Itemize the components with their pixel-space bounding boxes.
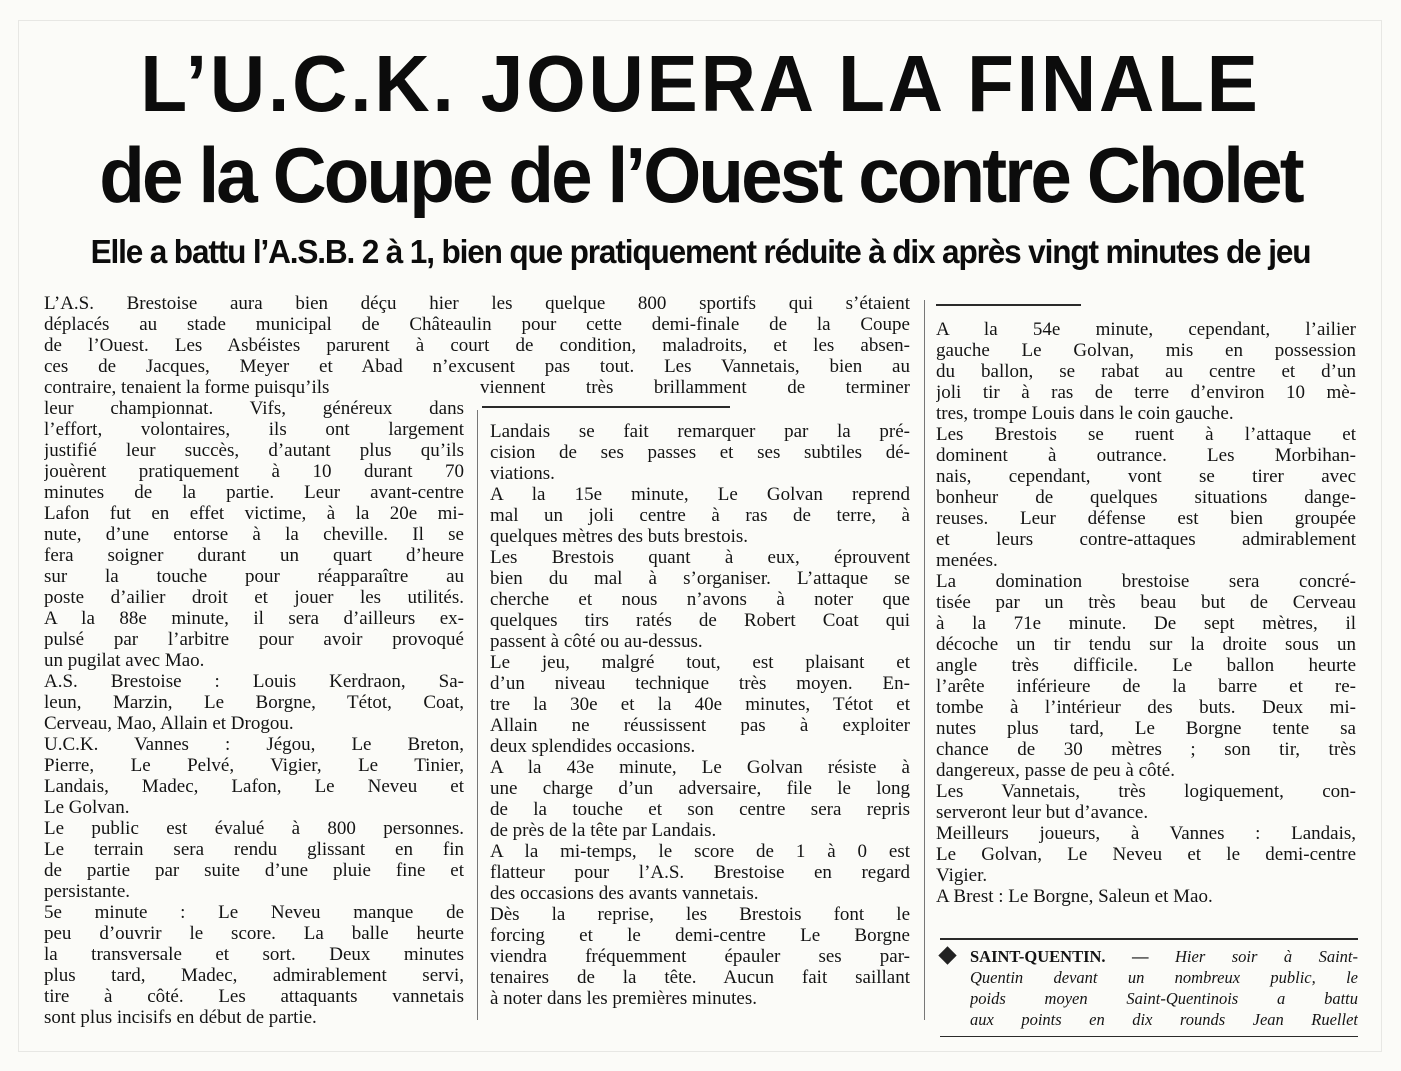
paragraph-line: viennent très brillamment de terminer xyxy=(480,377,910,398)
subheadline: Elle a battu l’A.S.B. 2 à 1, bien que pratiquement réduite à dix après vingt minutes de jeu xyxy=(90,233,1311,270)
paragraph-line: à noter dans les premières minutes. xyxy=(490,988,757,1009)
paragraph-line: tre la 30e et la 40e minutes, Tétot et xyxy=(490,694,910,715)
paragraph-line: à la 71e minute. De sept mètres, il xyxy=(936,613,1356,634)
paragraph-line: sont plus incisifs en début de partie. xyxy=(44,1007,317,1028)
headline-line-1: L’U.C.K. JOUERA LA FINALE xyxy=(140,39,1261,128)
paragraph-line: leur championnat. Vifs, généreux dans xyxy=(44,398,464,419)
column-1-separator xyxy=(477,410,478,1020)
brief-line: Quentin devant un nombreux public, le xyxy=(970,968,1358,987)
paragraph-line: poste d’ailier droit et jouer les utilités. xyxy=(44,587,464,608)
paragraph-line: reuses. Leur défense est bien groupée xyxy=(936,508,1356,529)
brief-top-rule xyxy=(940,938,1358,940)
paragraph-line: passent à côté ou au-dessus. xyxy=(490,631,703,652)
paragraph-line: Les Brestois quant à eux, éprouvent xyxy=(490,547,910,568)
paragraph-line: contraire, tenaient la forme puisqu’ils xyxy=(44,377,330,398)
paragraph-line: minutes de la partie. Leur avant-centre xyxy=(44,482,464,503)
news-brief-saint-quentin xyxy=(970,946,1358,1030)
paragraph-line: une charge d’un adversaire, file le long xyxy=(490,778,910,799)
paragraph-line: Cerveau, Mao, Allain et Drogou. xyxy=(44,713,294,734)
paragraph-line: 5e minute : Le Neveu manque de xyxy=(44,902,464,923)
paragraph-line: cision de ses passes et ses subtiles dé- xyxy=(490,442,910,463)
paragraph-line: Le Golvan, Le Neveu et le demi-centre xyxy=(936,844,1356,865)
paragraph-line: Vigier. xyxy=(936,865,988,886)
brief-dateline: SAINT-QUENTIN. — xyxy=(970,947,1149,966)
paragraph-line: nais, cependant, vont se tirer avec xyxy=(936,466,1356,487)
paragraph-line: tisée par un très beau but de Cerveau xyxy=(936,592,1356,613)
paragraph-line: A la 88e minute, il sera d’ailleurs ex- xyxy=(44,608,464,629)
paragraph-line: Pierre, Le Pelvé, Vigier, Le Tinier, xyxy=(44,755,464,776)
headline-line-2: de la Coupe de l’Ouest contre Cholet xyxy=(99,131,1302,219)
paragraph-line: déplacés au stade municipal de Châteaulin pour cette demi-finale de la Coupe xyxy=(44,314,910,335)
paragraph-line: A la 15e minute, Le Golvan reprend xyxy=(490,484,910,505)
brief-line xyxy=(970,946,1358,967)
paragraph-line: A la 43e minute, Le Golvan résiste à xyxy=(490,757,910,778)
paragraph-line: viendra fréquemment épauler ses par- xyxy=(490,946,910,967)
paragraph-line: de près de la tête par Landais. xyxy=(490,820,717,841)
paragraph-line: Le public est évalué à 800 personnes. xyxy=(44,818,464,839)
brief-text: Hier soir à Saint- xyxy=(1175,947,1358,966)
paragraph-line: Dès la reprise, les Brestois font le xyxy=(490,904,910,925)
paragraph-line: Le Golvan. xyxy=(44,797,130,818)
paragraph-line: tres, trompe Louis dans le coin gauche. xyxy=(936,403,1234,424)
paragraph-line: cherche et nous n’avons à noter que xyxy=(490,589,910,610)
paragraph-line: la transversale et sort. Deux minutes xyxy=(44,944,464,965)
paragraph-line: plus tard, Madec, admirablement servi, xyxy=(44,965,464,986)
paragraph-line: l’arête inférieure de la barre et re- xyxy=(936,676,1356,697)
paragraph-line: fera soigner durant un quart d’heure xyxy=(44,545,464,566)
article-column-2 xyxy=(490,421,910,1009)
paragraph-line: nutes plus tard, Le Borgne tente sa xyxy=(936,718,1356,739)
paragraph-line: et leurs contre-attaques admirablement xyxy=(936,529,1356,550)
paragraph-line: serveront leur but d’avance. xyxy=(936,802,1149,823)
brief-bottom-rule xyxy=(940,1036,1358,1037)
paragraph-line: gauche Le Golvan, mis en possession xyxy=(936,340,1356,361)
paragraph-line: viations. xyxy=(490,463,555,484)
paragraph-line: de partie par suite d’une pluie fine et xyxy=(44,860,464,881)
paragraph-line: L’A.S. Brestoise aura bien déçu hier les quelque 800 sportifs qui s’étaient xyxy=(44,293,910,314)
paragraph-line: ces de Jacques, Meyer et Abad n’excusent pas tout. Les Vannetais, bien au xyxy=(44,356,910,377)
paragraph-line: La domination brestoise sera concré- xyxy=(936,571,1356,592)
paragraph-line: Les Brestois se ruent à l’attaque et xyxy=(936,424,1356,445)
brief-line: aux points en dix rounds Jean Ruellet xyxy=(970,1010,1358,1029)
paragraph-line: des occasions des avants vannetais. xyxy=(490,883,759,904)
paragraph-line: A Brest : Le Borgne, Saleun et Mao. xyxy=(936,886,1213,907)
paragraph-line: tombe à l’intérieur des buts. Deux mi- xyxy=(936,697,1356,718)
paragraph-line: flatteur pour l’A.S. Brestoise en regard xyxy=(490,862,910,883)
article-column-3 xyxy=(936,319,1356,907)
paragraph-line: A.S. Brestoise : Louis Kerdraon, Sa- xyxy=(44,671,464,692)
paragraph-line: Meilleurs joueurs, à Vannes : Landais, xyxy=(936,823,1356,844)
column-2-top-rule xyxy=(482,406,730,408)
paragraph-line: nute, d’une entorse à la cheville. Il se xyxy=(44,524,464,545)
paragraph-line: quelques tirs ratés de Robert Coat qui xyxy=(490,610,910,631)
paragraph-line: persistante. xyxy=(44,881,131,902)
paragraph-line: Lafon fut en effet victime, à la 20e mi- xyxy=(44,503,464,524)
paragraph-line: A la 54e minute, cependant, l’ailier xyxy=(936,319,1356,340)
paragraph-line: angle très difficile. Le ballon heurte xyxy=(936,655,1356,676)
paragraph-line: pulsé par l’arbitre pour avoir provoqué xyxy=(44,629,464,650)
paragraph-line: décoche un tir tendu sur la droite sous un xyxy=(936,634,1356,655)
paragraph-line: joli tir à ras de terre d’environ 10 mè- xyxy=(936,382,1356,403)
paragraph-line: Les Vannetais, très logiquement, con- xyxy=(936,781,1356,802)
paragraph-line: forcing et le demi-centre Le Borgne xyxy=(490,925,910,946)
paragraph-line: Le jeu, malgré tout, est plaisant et xyxy=(490,652,910,673)
paragraph-line: peu d’ouvrir le score. La balle heurte xyxy=(44,923,464,944)
paragraph-line: du ballon, se rabat au centre et d’un xyxy=(936,361,1356,382)
column-3-top-rule xyxy=(936,304,1081,306)
brief-line: poids moyen Saint-Quentinois a battu xyxy=(970,989,1358,1008)
paragraph-line: tenaires de la tête. Aucun fait saillant xyxy=(490,967,910,988)
paragraph-line: bien du mal à s’organiser. L’attaque se xyxy=(490,568,910,589)
paragraph-line: A la mi-temps, le score de 1 à 0 est xyxy=(490,841,910,862)
paragraph-line: un pugilat avec Mao. xyxy=(44,650,205,671)
paragraph-line: justifié leur succès, d’autant plus qu’ils xyxy=(44,440,464,461)
paragraph-line: U.C.K. Vannes : Jégou, Le Breton, xyxy=(44,734,464,755)
paragraph-line: d’un niveau technique très moyen. En- xyxy=(490,673,910,694)
paragraph-line: quelques mètres des buts brestois. xyxy=(490,526,749,547)
paragraph-line: menées. xyxy=(936,550,998,571)
paragraph-line: leun, Marzin, Le Borgne, Tétot, Coat, xyxy=(44,692,464,713)
paragraph-line: dangereux, passe de peu à côté. xyxy=(936,760,1175,781)
paragraph-line: dominent à outrance. Les Morbihan- xyxy=(936,445,1356,466)
paragraph-line: de l’Ouest. Les Asbéistes parurent à court de condition, maladroits, et les absen- xyxy=(44,335,910,356)
paragraph-line: tire à côté. Les attaquants vannetais xyxy=(44,986,464,1007)
paragraph-line: Allain ne réussissent pas à exploiter xyxy=(490,715,910,736)
paragraph-line: l’effort, volontaires, ils ont largement xyxy=(44,419,464,440)
paragraph-line: mal un joli centre à ras de terre, à xyxy=(490,505,910,526)
paragraph-line: sur la touche pour réapparaître au xyxy=(44,566,464,587)
paragraph-line: deux splendides occasions. xyxy=(490,736,696,757)
paragraph-line: Le terrain sera rendu glissant en fin xyxy=(44,839,464,860)
paragraph-line: Landais, Madec, Lafon, Le Neveu et xyxy=(44,776,464,797)
article-column-1-continuation xyxy=(480,377,910,398)
paragraph-line: jouèrent pratiquement à 10 durant 70 xyxy=(44,461,464,482)
paragraph-line: de la touche et son centre sera repris xyxy=(490,799,910,820)
paragraph-line: bonheur de quelques situations dange- xyxy=(936,487,1356,508)
column-2-separator xyxy=(924,300,925,1020)
paragraph-line: Landais se fait remarquer par la pré- xyxy=(490,421,910,442)
paragraph-line: chance de 30 mètres ; son tir, très xyxy=(936,739,1356,760)
